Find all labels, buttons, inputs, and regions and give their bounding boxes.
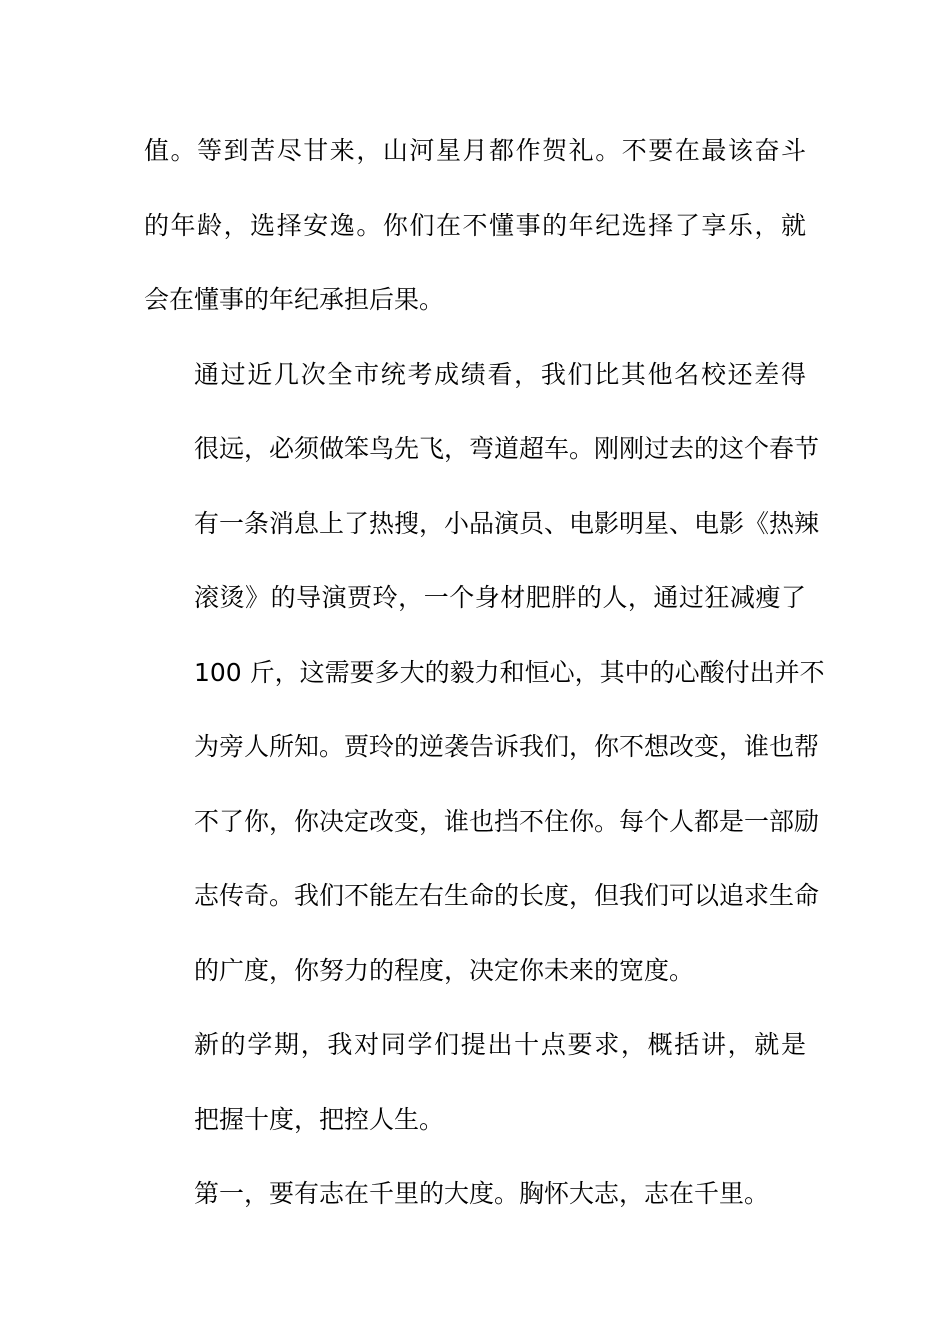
- text-line: 志传奇。我们不能左右生命的长度，但我们可以追求生命: [194, 881, 820, 910]
- text-line: 滚烫》的导演贾玲，一个身材肥胖的人，通过狂减瘦了: [194, 583, 806, 612]
- text-line: 会在懂事的年纪承担后果。: [144, 285, 445, 314]
- text-line: 不了你，你决定改变，谁也挡不住你。每个人都是一部励: [194, 806, 820, 836]
- text-line: 很远，必须做笨鸟先飞，弯道超车。刚刚过去的这个春节: [194, 434, 820, 463]
- text-line: 通过近几次全市统考成绩看，我们比其他名校还差得: [194, 359, 806, 389]
- text-line: 第一，要有志在千里的大度。胸怀大志，志在千里。: [194, 1179, 770, 1208]
- text-line: 有一条消息上了热搜，小品演员、电影明星、电影《热辣: [194, 508, 820, 538]
- text-line: 值。等到苦尽甘来，山河星月都作贺礼。不要在最该奋斗: [144, 136, 806, 165]
- paragraph-2: [144, 338, 825, 1009]
- text-line: 新的学期，我对同学们提出十点要求，概括讲，就是: [194, 1030, 806, 1059]
- paragraph-3: [144, 1008, 806, 1157]
- text-line: 的年龄，选择安逸。你们在不懂事的年纪选择了享乐，就: [144, 210, 806, 240]
- text-line: 把握十度，把控人生。: [194, 1104, 445, 1134]
- text-line: 的广度，你努力的程度，决定你未来的宽度。: [194, 955, 695, 985]
- paragraph-4: [144, 1157, 806, 1232]
- text-line: 为旁人所知。贾玲的逆袭告诉我们，你不想改变，谁也帮: [194, 732, 820, 761]
- text-line: 100 斤，这需要多大的毅力和恒心，其中的心酸付出并不: [194, 657, 825, 687]
- document-body: [144, 114, 825, 1232]
- paragraph-1: [144, 114, 806, 338]
